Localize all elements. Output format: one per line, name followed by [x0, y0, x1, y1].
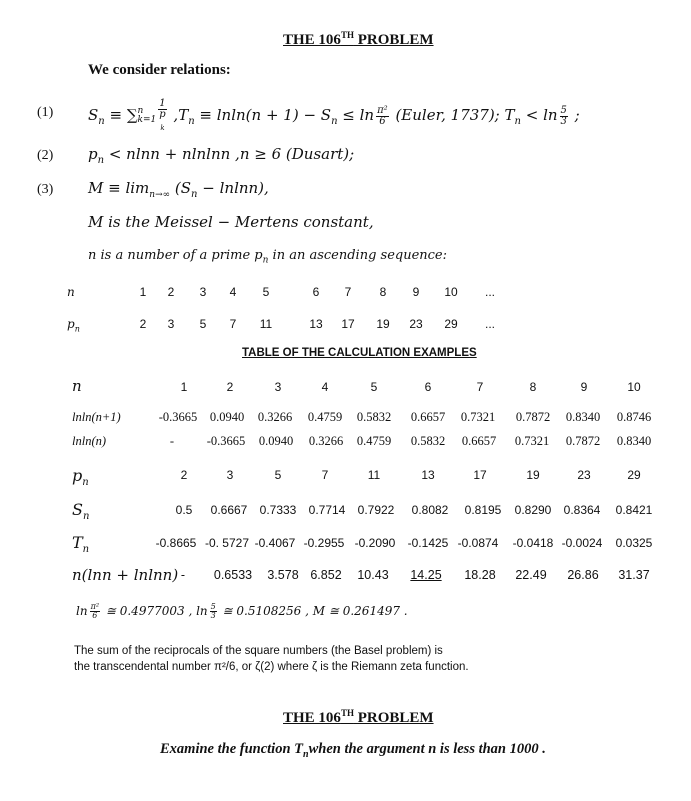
table-cell-lnln: 0.7321: [514, 434, 550, 448]
table-cell-lnln1: 0.7321: [460, 410, 496, 424]
table-cell-nln: 3.578: [267, 568, 299, 582]
table-cell-lnln1: 0.8746: [616, 410, 652, 424]
table-cell-sn: 0.8364: [563, 503, 601, 517]
table-cell-n: 7: [476, 380, 484, 394]
seq-n-value: 6: [312, 285, 320, 299]
table-cell-lnln1: 0.3266: [257, 410, 293, 424]
table-title: TABLE OF THE CALCULATION EXAMPLES: [242, 347, 477, 359]
eq1-number: (1): [37, 105, 54, 120]
table-cell-n: 8: [529, 380, 537, 394]
table-cell-pn: 13: [421, 468, 435, 482]
equation-2: $p_n < nlnn + nlnlnn$ ,n ≥ 6 (Dusart);: [88, 145, 355, 166]
table-cell-nln: 14.25: [410, 568, 442, 582]
table-cell-lnln: 0.7872: [565, 434, 601, 448]
table-cell-tn: -0.2955: [303, 536, 345, 550]
row-label-tn: $T_n$: [72, 533, 90, 556]
table-cell-nln: 22.49: [515, 568, 547, 582]
table-cell-tn: -0.0024: [561, 536, 603, 550]
eq3-number: (3): [37, 182, 54, 197]
table-cell-tn: -0. 5727: [204, 536, 250, 550]
table-cell-pn: 3: [226, 468, 234, 482]
row-label-n: n: [72, 377, 82, 395]
page-title: THE 106TH PROBLEM: [283, 30, 434, 48]
seq-p-value: 19: [376, 317, 390, 331]
table-cell-pn: 2: [180, 468, 188, 482]
table-cell-n: 1: [180, 380, 188, 394]
constants-line: ln $\frac{\text{π²}}{6}$ ≅ 0.4977003 , ln $\frac{5}{3}$ ≅ 0.5108256 , M ≅ 0.261497 .: [76, 602, 408, 620]
table-cell-lnln: 0.3266: [308, 434, 344, 448]
table-cell-tn: -0.2090: [354, 536, 396, 550]
table-cell-lnln: 0.6657: [461, 434, 497, 448]
table-cell-pn: 19: [526, 468, 540, 482]
table-cell-pn: 23: [577, 468, 591, 482]
table-cell-tn: 0.0325: [615, 536, 653, 550]
row-label-pn: $p_n$: [72, 466, 89, 489]
seq-n-value: ...: [484, 285, 495, 299]
seq-p-value: 23: [409, 317, 423, 331]
basel-line-1: The sum of the reciprocals of the square numbers (the Basel problem) is: [74, 645, 443, 657]
seq-p-value: 11: [259, 317, 273, 331]
table-cell-tn: -0.1425: [407, 536, 449, 550]
table-cell-nln: 0.6533: [213, 568, 253, 582]
table-cell-lnln1: 0.4759: [307, 410, 343, 424]
seq-n-value: 8: [379, 285, 387, 299]
table-cell-sn: 0.5: [175, 503, 193, 517]
table-cell-nln: 6.852: [310, 568, 342, 582]
basel-line-2: the transcendental number π²/6, or ζ(2) where ζ is the Riemann zeta function.: [74, 661, 469, 673]
table-cell-nln: 26.86: [567, 568, 599, 582]
table-cell-sn: 0.7333: [259, 503, 297, 517]
seq-p-value: 2: [139, 317, 147, 331]
seq-n-value: 2: [167, 285, 175, 299]
n-definition: n is a number of a prime $p_n$ in an ascending sequence:: [88, 248, 448, 266]
seq-n-value: 5: [262, 285, 270, 299]
seq-p-value: 17: [341, 317, 355, 331]
table-cell-n: 6: [424, 380, 432, 394]
table-cell-tn: -0.0418: [512, 536, 554, 550]
seq-n-value: 3: [199, 285, 207, 299]
row-label-nln: n(lnn + lnlnn): [72, 566, 179, 584]
table-cell-pn: 7: [321, 468, 329, 482]
table-cell-pn: 5: [274, 468, 282, 482]
table-cell-sn: 0.7922: [357, 503, 395, 517]
table-cell-n: 4: [321, 380, 329, 394]
seq-p-value: 13: [309, 317, 323, 331]
table-cell-lnln: -: [169, 434, 175, 448]
table-cell-nln: 10.43: [357, 568, 389, 582]
table-cell-sn: 0.8290: [514, 503, 552, 517]
seq-p-value: 7: [229, 317, 237, 331]
table-cell-n: 5: [370, 380, 378, 394]
table-cell-sn: 0.6667: [210, 503, 248, 517]
table-cell-pn: 29: [627, 468, 641, 482]
table-cell-n: 10: [627, 380, 641, 394]
table-cell-sn: 0.7714: [308, 503, 346, 517]
table-cell-lnln: 0.4759: [356, 434, 392, 448]
table-cell-pn: 11: [367, 468, 381, 482]
table-cell-lnln1: 0.7872: [515, 410, 551, 424]
seq-n-value: 9: [412, 285, 420, 299]
meissel-text: M is the Meissel − Mertens constant,: [88, 213, 374, 231]
table-cell-n: 2: [226, 380, 234, 394]
table-cell-lnln: 0.0940: [258, 434, 294, 448]
eq2-number: (2): [37, 148, 54, 163]
seq-n-value: 10: [444, 285, 458, 299]
table-cell-lnln: 0.8340: [616, 434, 652, 448]
table-cell-tn: -0.0874: [457, 536, 499, 550]
equation-3: $M \equiv \lim_{n\to\infty} (S_n - lnlnn)$,: [88, 179, 269, 200]
table-cell-n: 3: [274, 380, 282, 394]
row-label-lnln1: lnln(n+1): [72, 410, 121, 424]
table-cell-nln: 31.37: [618, 568, 650, 582]
table-cell-nln: -: [180, 568, 186, 582]
row-label-sn: $S_n$: [72, 500, 90, 523]
seq-n-value: 4: [229, 285, 237, 299]
table-cell-pn: 17: [473, 468, 487, 482]
table-cell-lnln: 0.5832: [410, 434, 446, 448]
table-cell-lnln1: 0.8340: [565, 410, 601, 424]
equation-1: $S_n$ ≡ ∑ n k=1 1 p $_k$ $,T_n \equiv lnln(n + 1) - S_n \le \ln$ $\frac{\text{π²}}{6}$ (Euler, 1737); $T_n < \ln$ $\frac{5}{3}$ ;: [88, 98, 580, 132]
row-label-lnln: lnln(n): [72, 434, 107, 448]
seq-n-value: 7: [344, 285, 352, 299]
task-statement: Examine the function $T_nwhen$ the argument n is less than 1000 .: [160, 741, 546, 760]
table-cell-lnln1: 0.0940: [209, 410, 245, 424]
table-cell-lnln1: -0.3665: [158, 410, 198, 424]
seq-n-value: 1: [139, 285, 147, 299]
table-cell-lnln: -0.3665: [206, 434, 246, 448]
seq-p-value: ...: [484, 317, 495, 331]
table-cell-tn: -0.4067: [254, 536, 296, 550]
seq-p-value: 29: [444, 317, 458, 331]
table-cell-sn: 0.8195: [464, 503, 502, 517]
intro-text: We consider relations:: [88, 62, 231, 78]
table-cell-sn: 0.8082: [411, 503, 449, 517]
closing-title: THE 106TH PROBLEM: [283, 708, 434, 726]
seq-p-label: $p_n$: [67, 317, 80, 334]
seq-p-value: 3: [167, 317, 175, 331]
table-cell-lnln1: 0.6657: [410, 410, 446, 424]
table-cell-n: 9: [580, 380, 588, 394]
table-cell-nln: 18.28: [464, 568, 496, 582]
seq-p-value: 5: [199, 317, 207, 331]
table-cell-lnln1: 0.5832: [356, 410, 392, 424]
table-cell-sn: 0.8421: [615, 503, 653, 517]
seq-n-label: n: [67, 285, 75, 299]
table-cell-tn: -0.8665: [155, 536, 197, 550]
